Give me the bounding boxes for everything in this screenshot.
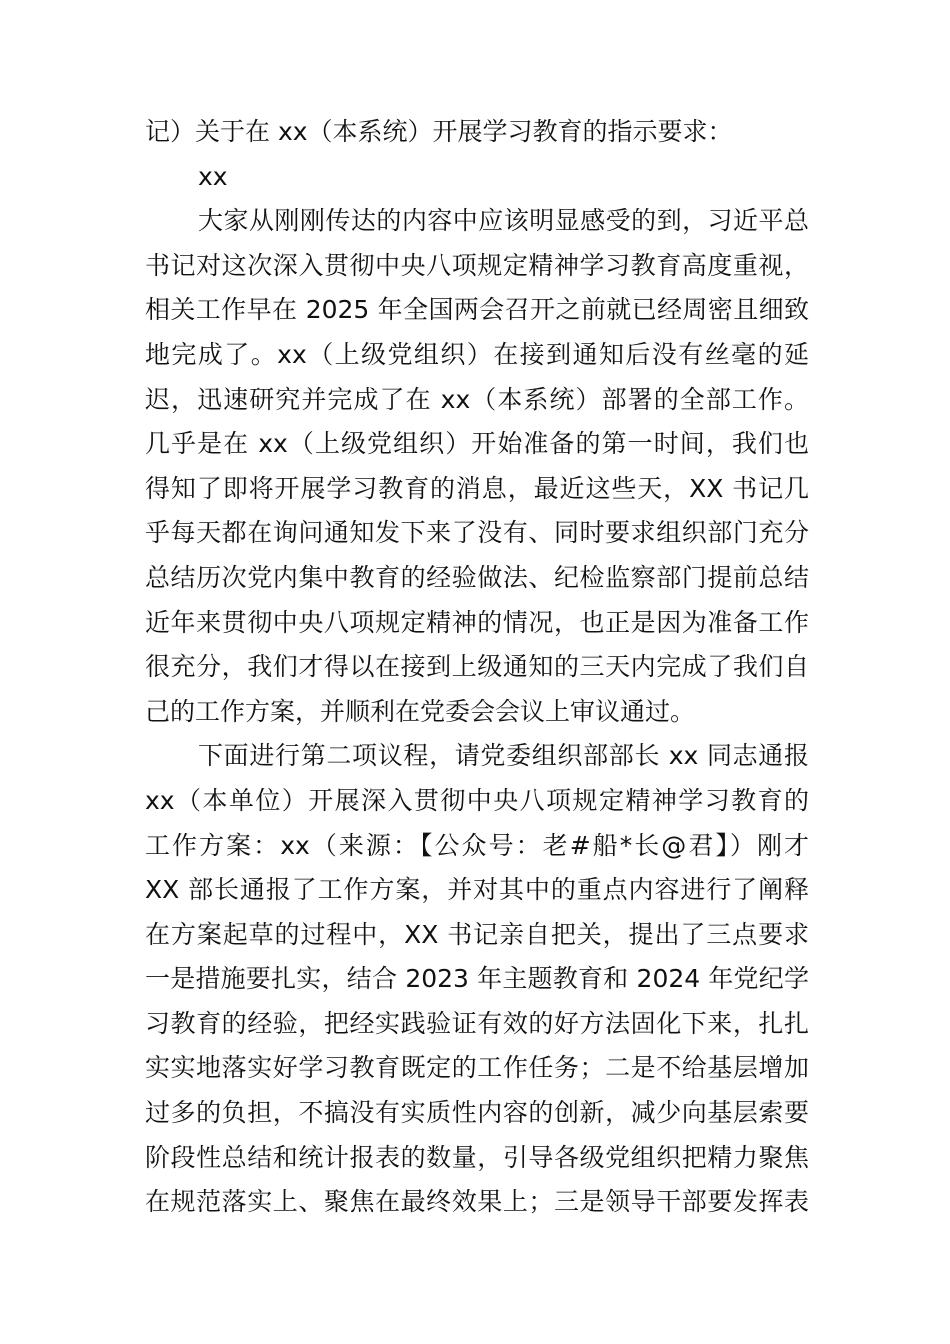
text-line: 记）关于在 xx（本系统）开展学习教育的指示要求： — [145, 117, 733, 146]
document-page — [145, 110, 809, 1225]
text-line: 总结历次党内集中教育的经验做法、纪检监察部门提前总结 — [145, 562, 809, 592]
text-line: 下面进行第二项议程，请党委组织部部长 xx 同志通报 — [198, 741, 809, 771]
text-line: 在方案起草的过程中，XX 书记亲自把关，提出了三点要求 — [145, 919, 809, 949]
text-line: 近年来贯彻中央八项规定精神的情况，也正是因为准备工作 — [145, 607, 809, 637]
text-line: 很充分，我们才得以在接到上级通知的三天内完成了我们自 — [145, 652, 809, 682]
text-line: 迟，迅速研究并完成了在 xx（本系统）部署的全部工作。 — [145, 384, 809, 414]
text-line: xx（本单位）开展深入贯彻中央八项规定精神学习教育的 — [145, 785, 809, 815]
text-line: 乎每天都在询问通知发下来了没有、同时要求组织部门充分 — [145, 518, 809, 548]
text-line: 己的工作方案，并顺利在党委会会议上审议通过。 — [145, 696, 696, 726]
text-line: 书记对这次深入贯彻中央八项规定精神学习教育高度重视， — [145, 250, 809, 280]
text-line: 在规范落实上、聚焦在最终效果上；三是领导干部要发挥表 — [145, 1187, 809, 1217]
text-line: 相关工作早在 2025 年全国两会召开之前就已经周密且细致 — [145, 295, 809, 325]
text-line: 过多的负担，不搞没有实质性内容的创新，减少向基层索要 — [145, 1098, 809, 1128]
text-line: 得知了即将开展学习教育的消息，最近这些天，XX 书记几 — [145, 473, 809, 503]
text-line: 工作方案：xx（来源：【公众号：老#船*长@君】）刚才 — [145, 830, 809, 860]
text-line: 阶段性总结和统计报表的数量，引导各级党组织把精力聚焦 — [145, 1142, 809, 1172]
text-line: 大家从刚刚传达的内容中应该明显感受的到，习近平总 — [198, 206, 809, 236]
text-line: xx — [198, 161, 228, 191]
text-line: 实实地落实好学习教育既定的工作任务；二是不给基层增加 — [145, 1053, 809, 1083]
text-line: 地完成了。xx（上级党组织）在接到通知后没有丝毫的延 — [145, 339, 809, 369]
text-line: XX 部长通报了工作方案，并对其中的重点内容进行了阐释 — [145, 875, 809, 905]
text-line: 习教育的经验，把经实践验证有效的好方法固化下来，扎扎 — [145, 1008, 809, 1038]
text-line: 几乎是在 xx（上级党组织）开始准备的第一时间，我们也 — [145, 429, 809, 459]
text-line: 一是措施要扎实，结合 2023 年主题教育和 2024 年党纪学 — [145, 964, 809, 994]
